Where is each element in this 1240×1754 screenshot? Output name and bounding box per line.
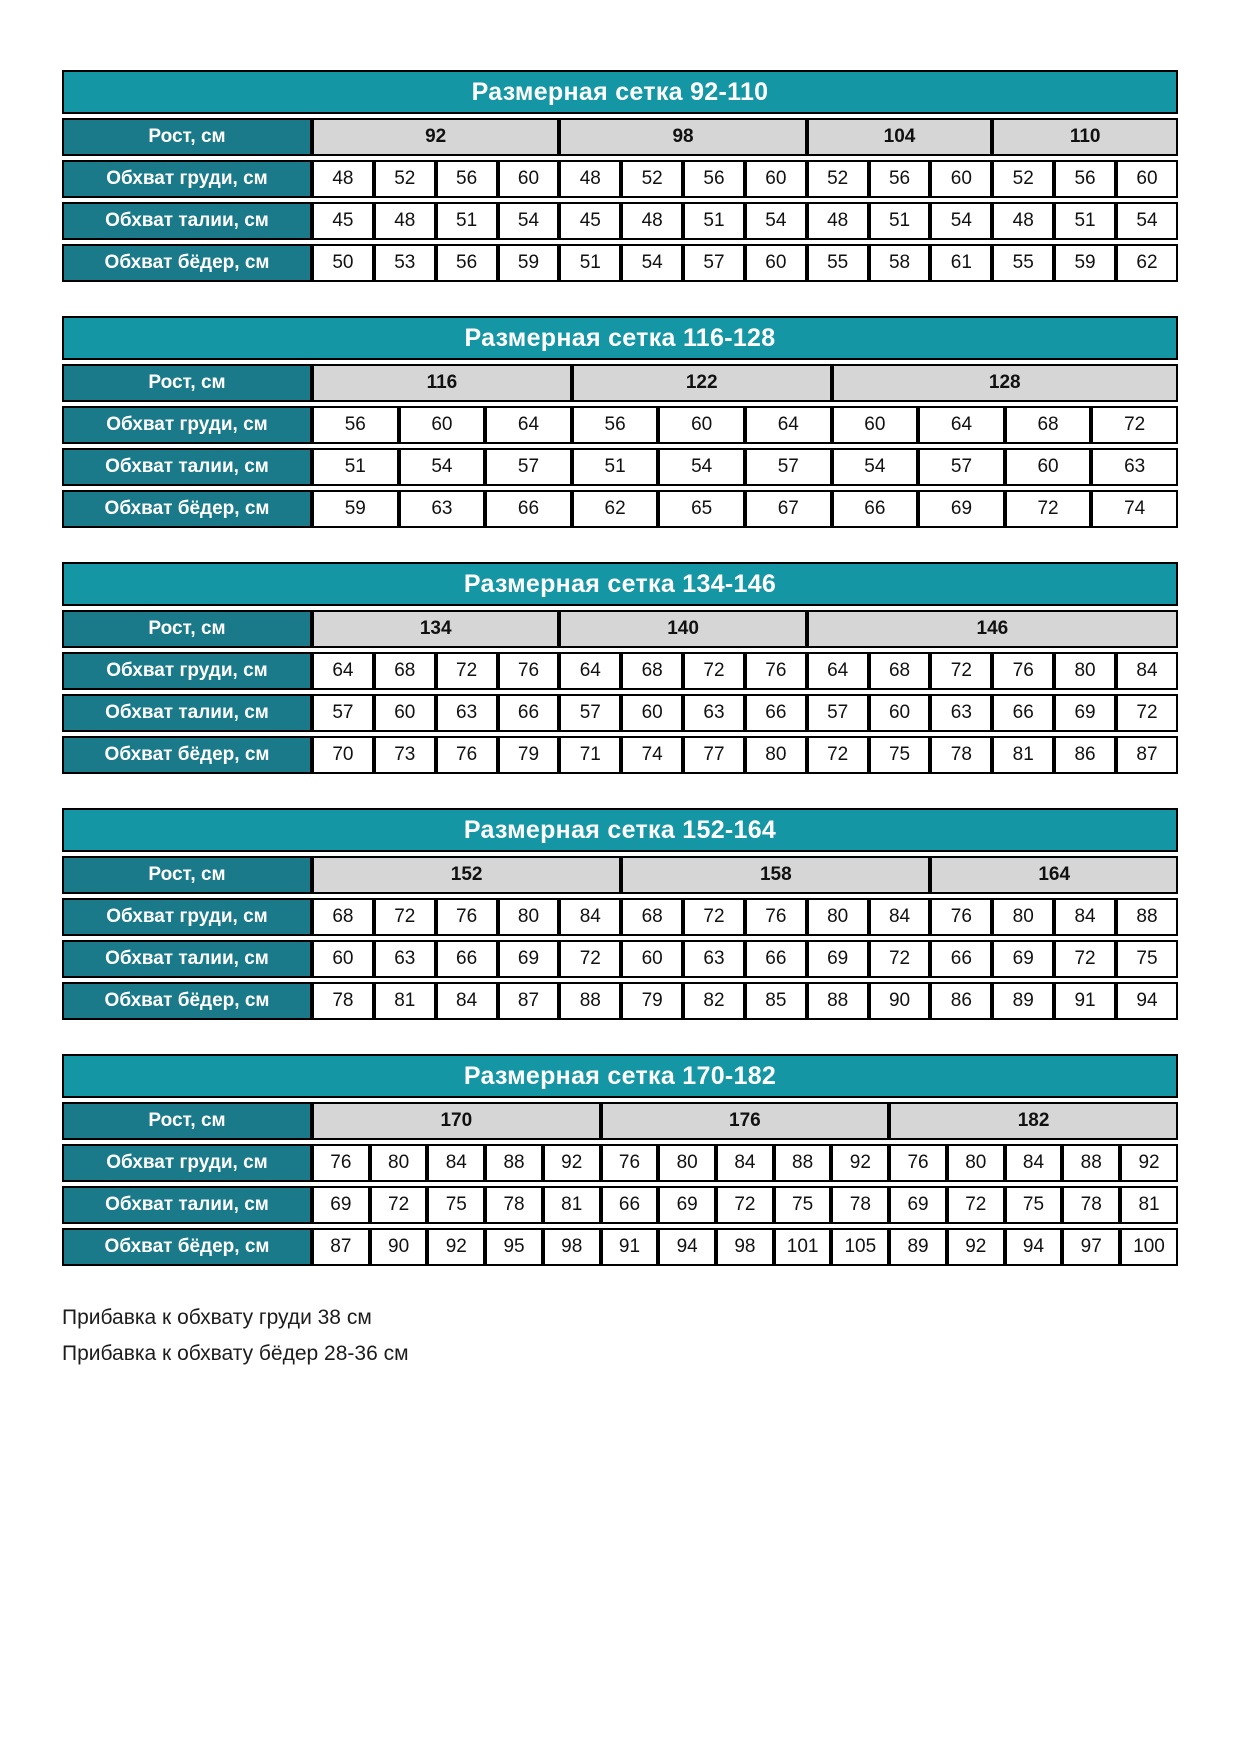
value-cell-waist: 69 [889, 1186, 947, 1224]
height-header-cell: 116 [312, 364, 572, 402]
value-cell-chest: 64 [745, 406, 832, 444]
value-cell-waist: 72 [716, 1186, 774, 1224]
value-cell-waist: 66 [745, 940, 807, 978]
value-cell-chest: 60 [832, 406, 919, 444]
value-cell-hips: 77 [683, 736, 745, 774]
value-cell-waist: 48 [992, 202, 1054, 240]
value-cell-waist: 72 [1054, 940, 1116, 978]
value-cell-hips: 59 [312, 490, 399, 528]
value-cell-hips: 95 [485, 1228, 543, 1266]
value-cell-hips: 74 [1091, 490, 1178, 528]
value-cell-chest: 84 [869, 898, 931, 936]
value-cell-hips: 89 [889, 1228, 947, 1266]
value-cell-chest: 84 [559, 898, 621, 936]
value-cell-waist: 48 [621, 202, 683, 240]
value-cell-chest: 76 [498, 652, 560, 690]
value-cell-hips: 67 [745, 490, 832, 528]
size-table [62, 66, 1178, 286]
value-cell-hips: 91 [601, 1228, 659, 1266]
value-cell-hips: 78 [930, 736, 992, 774]
row-label-chest: Обхват груди, см [62, 1144, 312, 1182]
value-cell-waist: 69 [807, 940, 869, 978]
value-cell-chest: 56 [1054, 160, 1116, 198]
row-label-chest: Обхват груди, см [62, 652, 312, 690]
value-cell-hips: 92 [947, 1228, 1005, 1266]
value-cell-waist: 60 [621, 694, 683, 732]
value-cell-chest: 80 [992, 898, 1054, 936]
value-cell-hips: 94 [1116, 982, 1178, 1020]
value-cell-chest: 88 [1116, 898, 1178, 936]
value-cell-waist: 72 [947, 1186, 1005, 1224]
row-label-hips: Обхват бёдер, см [62, 244, 312, 282]
value-cell-chest: 84 [716, 1144, 774, 1182]
footnotes [62, 1300, 1178, 1372]
value-cell-hips: 87 [498, 982, 560, 1020]
table-title: Размерная сетка 116-128 [62, 316, 1178, 360]
value-cell-hips: 85 [745, 982, 807, 1020]
value-cell-chest: 84 [1054, 898, 1116, 936]
value-cell-hips: 57 [683, 244, 745, 282]
height-header-cell: 134 [312, 610, 559, 648]
value-cell-waist: 72 [559, 940, 621, 978]
value-cell-chest: 60 [930, 160, 992, 198]
value-cell-waist: 51 [869, 202, 931, 240]
value-cell-waist: 54 [399, 448, 486, 486]
size-table [62, 558, 1178, 778]
value-cell-waist: 63 [436, 694, 498, 732]
table-title: Размерная сетка 170-182 [62, 1054, 1178, 1098]
row-label-waist: Обхват талии, см [62, 694, 312, 732]
value-cell-chest: 56 [436, 160, 498, 198]
value-cell-waist: 54 [658, 448, 745, 486]
value-cell-chest: 76 [745, 898, 807, 936]
value-cell-chest: 56 [572, 406, 659, 444]
row-label-hips: Обхват бёдер, см [62, 736, 312, 774]
value-cell-hips: 89 [992, 982, 1054, 1020]
row-label-waist: Обхват талии, см [62, 1186, 312, 1224]
value-cell-waist: 69 [498, 940, 560, 978]
value-cell-chest: 52 [992, 160, 1054, 198]
value-cell-waist: 63 [930, 694, 992, 732]
value-cell-hips: 55 [807, 244, 869, 282]
value-cell-waist: 60 [869, 694, 931, 732]
value-cell-hips: 80 [745, 736, 807, 774]
value-cell-chest: 84 [1116, 652, 1178, 690]
height-header-cell: 104 [807, 118, 993, 156]
height-header-cell: 176 [601, 1102, 890, 1140]
value-cell-chest: 92 [831, 1144, 889, 1182]
row-label-hips: Обхват бёдер, см [62, 490, 312, 528]
value-cell-chest: 68 [1005, 406, 1092, 444]
value-cell-hips: 66 [485, 490, 572, 528]
value-cell-hips: 88 [807, 982, 869, 1020]
value-cell-chest: 68 [374, 652, 436, 690]
value-cell-waist: 66 [436, 940, 498, 978]
height-header-cell: 158 [621, 856, 930, 894]
value-cell-waist: 63 [374, 940, 436, 978]
size-table [62, 312, 1178, 532]
value-cell-hips: 82 [683, 982, 745, 1020]
value-cell-waist: 48 [374, 202, 436, 240]
value-cell-waist: 78 [485, 1186, 543, 1224]
value-cell-waist: 66 [745, 694, 807, 732]
value-cell-waist: 60 [1005, 448, 1092, 486]
value-cell-hips: 76 [436, 736, 498, 774]
row-label-hips: Обхват бёдер, см [62, 982, 312, 1020]
row-label-chest: Обхват груди, см [62, 898, 312, 936]
value-cell-hips: 58 [869, 244, 931, 282]
value-cell-waist: 54 [1116, 202, 1178, 240]
value-cell-hips: 84 [436, 982, 498, 1020]
value-cell-waist: 75 [774, 1186, 832, 1224]
size-table [62, 1050, 1178, 1270]
value-cell-hips: 90 [370, 1228, 428, 1266]
value-cell-hips: 53 [374, 244, 436, 282]
row-label-height: Рост, см [62, 1102, 312, 1140]
row-label-height: Рост, см [62, 118, 312, 156]
value-cell-waist: 57 [807, 694, 869, 732]
value-cell-waist: 72 [1116, 694, 1178, 732]
value-cell-chest: 68 [621, 898, 683, 936]
value-cell-waist: 45 [312, 202, 374, 240]
value-cell-hips: 59 [498, 244, 560, 282]
value-cell-chest: 80 [658, 1144, 716, 1182]
height-header-cell: 98 [559, 118, 806, 156]
value-cell-hips: 81 [374, 982, 436, 1020]
value-cell-chest: 72 [930, 652, 992, 690]
value-cell-chest: 64 [485, 406, 572, 444]
value-cell-hips: 91 [1054, 982, 1116, 1020]
value-cell-waist: 54 [745, 202, 807, 240]
height-header-cell: 146 [807, 610, 1178, 648]
value-cell-chest: 52 [807, 160, 869, 198]
value-cell-waist: 60 [621, 940, 683, 978]
value-cell-chest: 92 [1120, 1144, 1178, 1182]
value-cell-waist: 66 [601, 1186, 659, 1224]
value-cell-waist: 63 [1091, 448, 1178, 486]
size-tables [62, 66, 1178, 1270]
height-header-cell: 182 [889, 1102, 1178, 1140]
value-cell-waist: 66 [930, 940, 992, 978]
value-cell-chest: 80 [498, 898, 560, 936]
value-cell-hips: 98 [716, 1228, 774, 1266]
value-cell-waist: 75 [1116, 940, 1178, 978]
value-cell-hips: 66 [832, 490, 919, 528]
value-cell-hips: 87 [1116, 736, 1178, 774]
value-cell-hips: 94 [658, 1228, 716, 1266]
value-cell-hips: 81 [992, 736, 1054, 774]
value-cell-chest: 52 [374, 160, 436, 198]
height-header-cell: 110 [992, 118, 1178, 156]
value-cell-chest: 48 [312, 160, 374, 198]
value-cell-waist: 66 [498, 694, 560, 732]
value-cell-chest: 84 [1005, 1144, 1063, 1182]
table-title: Размерная сетка 134-146 [62, 562, 1178, 606]
value-cell-waist: 63 [683, 694, 745, 732]
value-cell-hips: 73 [374, 736, 436, 774]
value-cell-waist: 48 [807, 202, 869, 240]
row-label-waist: Обхват талии, см [62, 940, 312, 978]
value-cell-chest: 88 [1062, 1144, 1120, 1182]
value-cell-waist: 51 [1054, 202, 1116, 240]
value-cell-chest: 64 [918, 406, 1005, 444]
height-header-cell: 122 [572, 364, 832, 402]
value-cell-hips: 56 [436, 244, 498, 282]
value-cell-chest: 64 [559, 652, 621, 690]
value-cell-chest: 76 [312, 1144, 370, 1182]
value-cell-hips: 71 [559, 736, 621, 774]
value-cell-chest: 76 [930, 898, 992, 936]
value-cell-hips: 79 [621, 982, 683, 1020]
value-cell-chest: 60 [745, 160, 807, 198]
value-cell-waist: 69 [312, 1186, 370, 1224]
value-cell-chest: 76 [889, 1144, 947, 1182]
value-cell-hips: 97 [1062, 1228, 1120, 1266]
value-cell-chest: 52 [621, 160, 683, 198]
value-cell-chest: 72 [374, 898, 436, 936]
value-cell-hips: 87 [312, 1228, 370, 1266]
value-cell-hips: 74 [621, 736, 683, 774]
value-cell-hips: 69 [918, 490, 1005, 528]
table-title: Размерная сетка 92-110 [62, 70, 1178, 114]
row-label-hips: Обхват бёдер, см [62, 1228, 312, 1266]
value-cell-hips: 92 [427, 1228, 485, 1266]
value-cell-chest: 56 [683, 160, 745, 198]
value-cell-chest: 76 [601, 1144, 659, 1182]
value-cell-chest: 60 [658, 406, 745, 444]
value-cell-chest: 72 [683, 898, 745, 936]
value-cell-chest: 60 [399, 406, 486, 444]
value-cell-waist: 57 [918, 448, 1005, 486]
value-cell-waist: 78 [831, 1186, 889, 1224]
value-cell-hips: 72 [1005, 490, 1092, 528]
value-cell-waist: 63 [683, 940, 745, 978]
size-table [62, 804, 1178, 1024]
value-cell-chest: 56 [312, 406, 399, 444]
height-header-cell: 140 [559, 610, 806, 648]
value-cell-chest: 80 [370, 1144, 428, 1182]
value-cell-waist: 75 [1005, 1186, 1063, 1224]
value-cell-waist: 66 [992, 694, 1054, 732]
value-cell-waist: 57 [485, 448, 572, 486]
footnote-hips-ease: Прибавка к обхвату бёдер 28-36 см [62, 1342, 409, 1365]
row-label-height: Рост, см [62, 856, 312, 894]
value-cell-waist: 75 [427, 1186, 485, 1224]
value-cell-chest: 84 [427, 1144, 485, 1182]
value-cell-chest: 68 [312, 898, 374, 936]
value-cell-chest: 60 [1116, 160, 1178, 198]
value-cell-waist: 69 [1054, 694, 1116, 732]
value-cell-hips: 70 [312, 736, 374, 774]
value-cell-waist: 51 [312, 448, 399, 486]
value-cell-waist: 54 [498, 202, 560, 240]
value-cell-waist: 60 [312, 940, 374, 978]
row-label-waist: Обхват талии, см [62, 448, 312, 486]
value-cell-chest: 60 [498, 160, 560, 198]
value-cell-chest: 72 [1091, 406, 1178, 444]
value-cell-chest: 88 [485, 1144, 543, 1182]
value-cell-chest: 68 [869, 652, 931, 690]
height-header-cell: 152 [312, 856, 621, 894]
row-label-height: Рост, см [62, 364, 312, 402]
row-label-chest: Обхват груди, см [62, 406, 312, 444]
value-cell-waist: 51 [572, 448, 659, 486]
value-cell-hips: 100 [1120, 1228, 1178, 1266]
value-cell-chest: 80 [1054, 652, 1116, 690]
row-label-height: Рост, см [62, 610, 312, 648]
value-cell-chest: 80 [947, 1144, 1005, 1182]
value-cell-hips: 62 [572, 490, 659, 528]
value-cell-waist: 69 [992, 940, 1054, 978]
value-cell-chest: 64 [312, 652, 374, 690]
value-cell-hips: 79 [498, 736, 560, 774]
value-cell-hips: 101 [774, 1228, 832, 1266]
value-cell-hips: 94 [1005, 1228, 1063, 1266]
value-cell-chest: 56 [869, 160, 931, 198]
value-cell-chest: 72 [683, 652, 745, 690]
value-cell-waist: 69 [658, 1186, 716, 1224]
value-cell-hips: 59 [1054, 244, 1116, 282]
value-cell-chest: 64 [807, 652, 869, 690]
value-cell-chest: 76 [436, 898, 498, 936]
value-cell-hips: 98 [543, 1228, 601, 1266]
value-cell-hips: 61 [930, 244, 992, 282]
value-cell-hips: 105 [831, 1228, 889, 1266]
value-cell-waist: 45 [559, 202, 621, 240]
value-cell-hips: 65 [658, 490, 745, 528]
value-cell-hips: 50 [312, 244, 374, 282]
value-cell-chest: 68 [621, 652, 683, 690]
row-label-waist: Обхват талии, см [62, 202, 312, 240]
value-cell-waist: 54 [832, 448, 919, 486]
value-cell-hips: 51 [559, 244, 621, 282]
value-cell-waist: 57 [312, 694, 374, 732]
value-cell-hips: 75 [869, 736, 931, 774]
value-cell-waist: 81 [1120, 1186, 1178, 1224]
value-cell-chest: 88 [774, 1144, 832, 1182]
height-header-cell: 92 [312, 118, 559, 156]
value-cell-hips: 88 [559, 982, 621, 1020]
value-cell-chest: 72 [436, 652, 498, 690]
table-title: Размерная сетка 152-164 [62, 808, 1178, 852]
value-cell-hips: 86 [930, 982, 992, 1020]
value-cell-hips: 60 [745, 244, 807, 282]
value-cell-hips: 62 [1116, 244, 1178, 282]
value-cell-waist: 51 [683, 202, 745, 240]
value-cell-waist: 51 [436, 202, 498, 240]
value-cell-chest: 76 [745, 652, 807, 690]
value-cell-waist: 57 [745, 448, 832, 486]
value-cell-waist: 54 [930, 202, 992, 240]
value-cell-hips: 54 [621, 244, 683, 282]
row-label-chest: Обхват груди, см [62, 160, 312, 198]
value-cell-hips: 55 [992, 244, 1054, 282]
value-cell-hips: 63 [399, 490, 486, 528]
value-cell-hips: 72 [807, 736, 869, 774]
value-cell-hips: 90 [869, 982, 931, 1020]
value-cell-waist: 57 [559, 694, 621, 732]
value-cell-chest: 80 [807, 898, 869, 936]
value-cell-hips: 86 [1054, 736, 1116, 774]
value-cell-hips: 78 [312, 982, 374, 1020]
value-cell-waist: 60 [374, 694, 436, 732]
height-header-cell: 164 [930, 856, 1178, 894]
value-cell-chest: 48 [559, 160, 621, 198]
footnote-chest-ease: Прибавка к обхвату груди 38 см [62, 1306, 372, 1329]
value-cell-chest: 76 [992, 652, 1054, 690]
value-cell-waist: 81 [543, 1186, 601, 1224]
value-cell-waist: 78 [1062, 1186, 1120, 1224]
height-header-cell: 128 [832, 364, 1178, 402]
height-header-cell: 170 [312, 1102, 601, 1140]
value-cell-waist: 72 [370, 1186, 428, 1224]
value-cell-waist: 72 [869, 940, 931, 978]
value-cell-chest: 92 [543, 1144, 601, 1182]
